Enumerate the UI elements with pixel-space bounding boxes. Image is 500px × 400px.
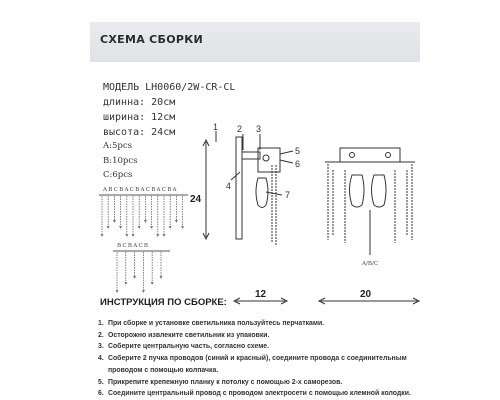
height-line: высота: 24см xyxy=(103,127,176,138)
leader-5 xyxy=(280,151,293,154)
legend-b: B:10pcs xyxy=(103,155,138,166)
crystal-drop xyxy=(175,220,178,223)
crystal-layout-diagram xyxy=(99,187,188,293)
crystal-drop xyxy=(150,226,153,229)
side-label-3: 3 xyxy=(256,124,262,134)
front-screw-right xyxy=(386,153,391,158)
instruction-step: 5. Прикрепите крепежную планку к потолку с помощью 2-х саморезов. xyxy=(98,378,343,386)
crystal-drop xyxy=(101,234,104,237)
page-title: СХЕМА СБОРКИ xyxy=(100,33,204,46)
crystal-drop xyxy=(133,276,136,279)
crystal-drop xyxy=(107,226,110,229)
side-label-1: 1 xyxy=(213,122,219,132)
side-label-4: 4 xyxy=(226,181,232,191)
crystal-drop xyxy=(151,282,154,285)
instruction-step-continuation: проводом с помощью колпачка. xyxy=(108,366,219,374)
legend-c: C:6pcs xyxy=(103,170,133,180)
instruction-step: 2. Осторожно извлеките светильник из упаковки. xyxy=(98,331,270,339)
crystal-drop xyxy=(169,226,172,229)
legend-a: A:5pcs xyxy=(103,141,132,151)
depth-dimension-label: 12 xyxy=(255,289,267,300)
instruction-step: 1. При сборке и установке светильника пользуйтесь перчатками. xyxy=(98,320,325,327)
length-line: длинна: 20см xyxy=(103,97,176,108)
side-label-7: 7 xyxy=(285,190,291,200)
crystal-drop xyxy=(160,276,163,279)
crystal-drop xyxy=(181,226,184,229)
wall-plate xyxy=(236,137,242,239)
length-dimension-label: 20 xyxy=(360,289,372,300)
crystal-drop xyxy=(144,220,147,223)
crystal-drop xyxy=(119,226,122,229)
front-view-diagram xyxy=(325,148,415,255)
side-label-5: 5 xyxy=(295,146,301,156)
crystal-drop xyxy=(116,290,119,293)
crystal-drop xyxy=(156,234,159,237)
screw xyxy=(263,155,269,161)
side-label-2: 2 xyxy=(237,124,243,134)
front-bulb-right xyxy=(372,175,387,207)
crystal-drop xyxy=(125,234,128,237)
crystal-row-bottom-label: BCBACB xyxy=(117,243,150,249)
crystal-drop xyxy=(113,220,116,223)
width-line: ширина: 12см xyxy=(103,112,176,123)
crystal-grid-bottom xyxy=(116,252,163,293)
instruction-step: 3. Соберите центральную часть, согласно схеме. xyxy=(98,343,270,351)
crystal-drop xyxy=(132,234,135,237)
side-label-6: 6 xyxy=(295,159,301,169)
instructions-list xyxy=(98,318,438,400)
instruction-step: 4. Соберите 2 пучка проводов (синий и красный), соедините провода с соединительным xyxy=(98,355,407,363)
crystal-drop xyxy=(138,226,141,229)
side-view-diagram xyxy=(203,131,293,245)
model-line: МОДЕЛЬ LH0060/2W-CR-CL xyxy=(103,82,236,93)
front-screw-left xyxy=(350,153,355,158)
instruction-step: 6. Соедините центральный провод с проводом электросети с помощью клемной колодки. xyxy=(98,390,411,398)
front-bulb-left xyxy=(350,175,365,207)
lamp-housing xyxy=(258,148,280,172)
crystal-drop xyxy=(163,234,166,237)
height-dimension-label: 24 xyxy=(190,194,202,205)
candle-bulb xyxy=(256,178,268,208)
instructions-heading: ИНСТРУКЦИЯ ПО СБОРКЕ: xyxy=(100,297,227,308)
leader-6 xyxy=(280,160,293,163)
mount-arm xyxy=(242,152,260,159)
crystal-drop xyxy=(142,290,145,293)
crystal-grid-top xyxy=(101,196,185,237)
crystal-drop xyxy=(124,282,127,285)
front-crystal-label: A/B/C xyxy=(362,261,379,267)
crystal-row-top-label: ABCBACBACBACBA xyxy=(103,187,178,193)
